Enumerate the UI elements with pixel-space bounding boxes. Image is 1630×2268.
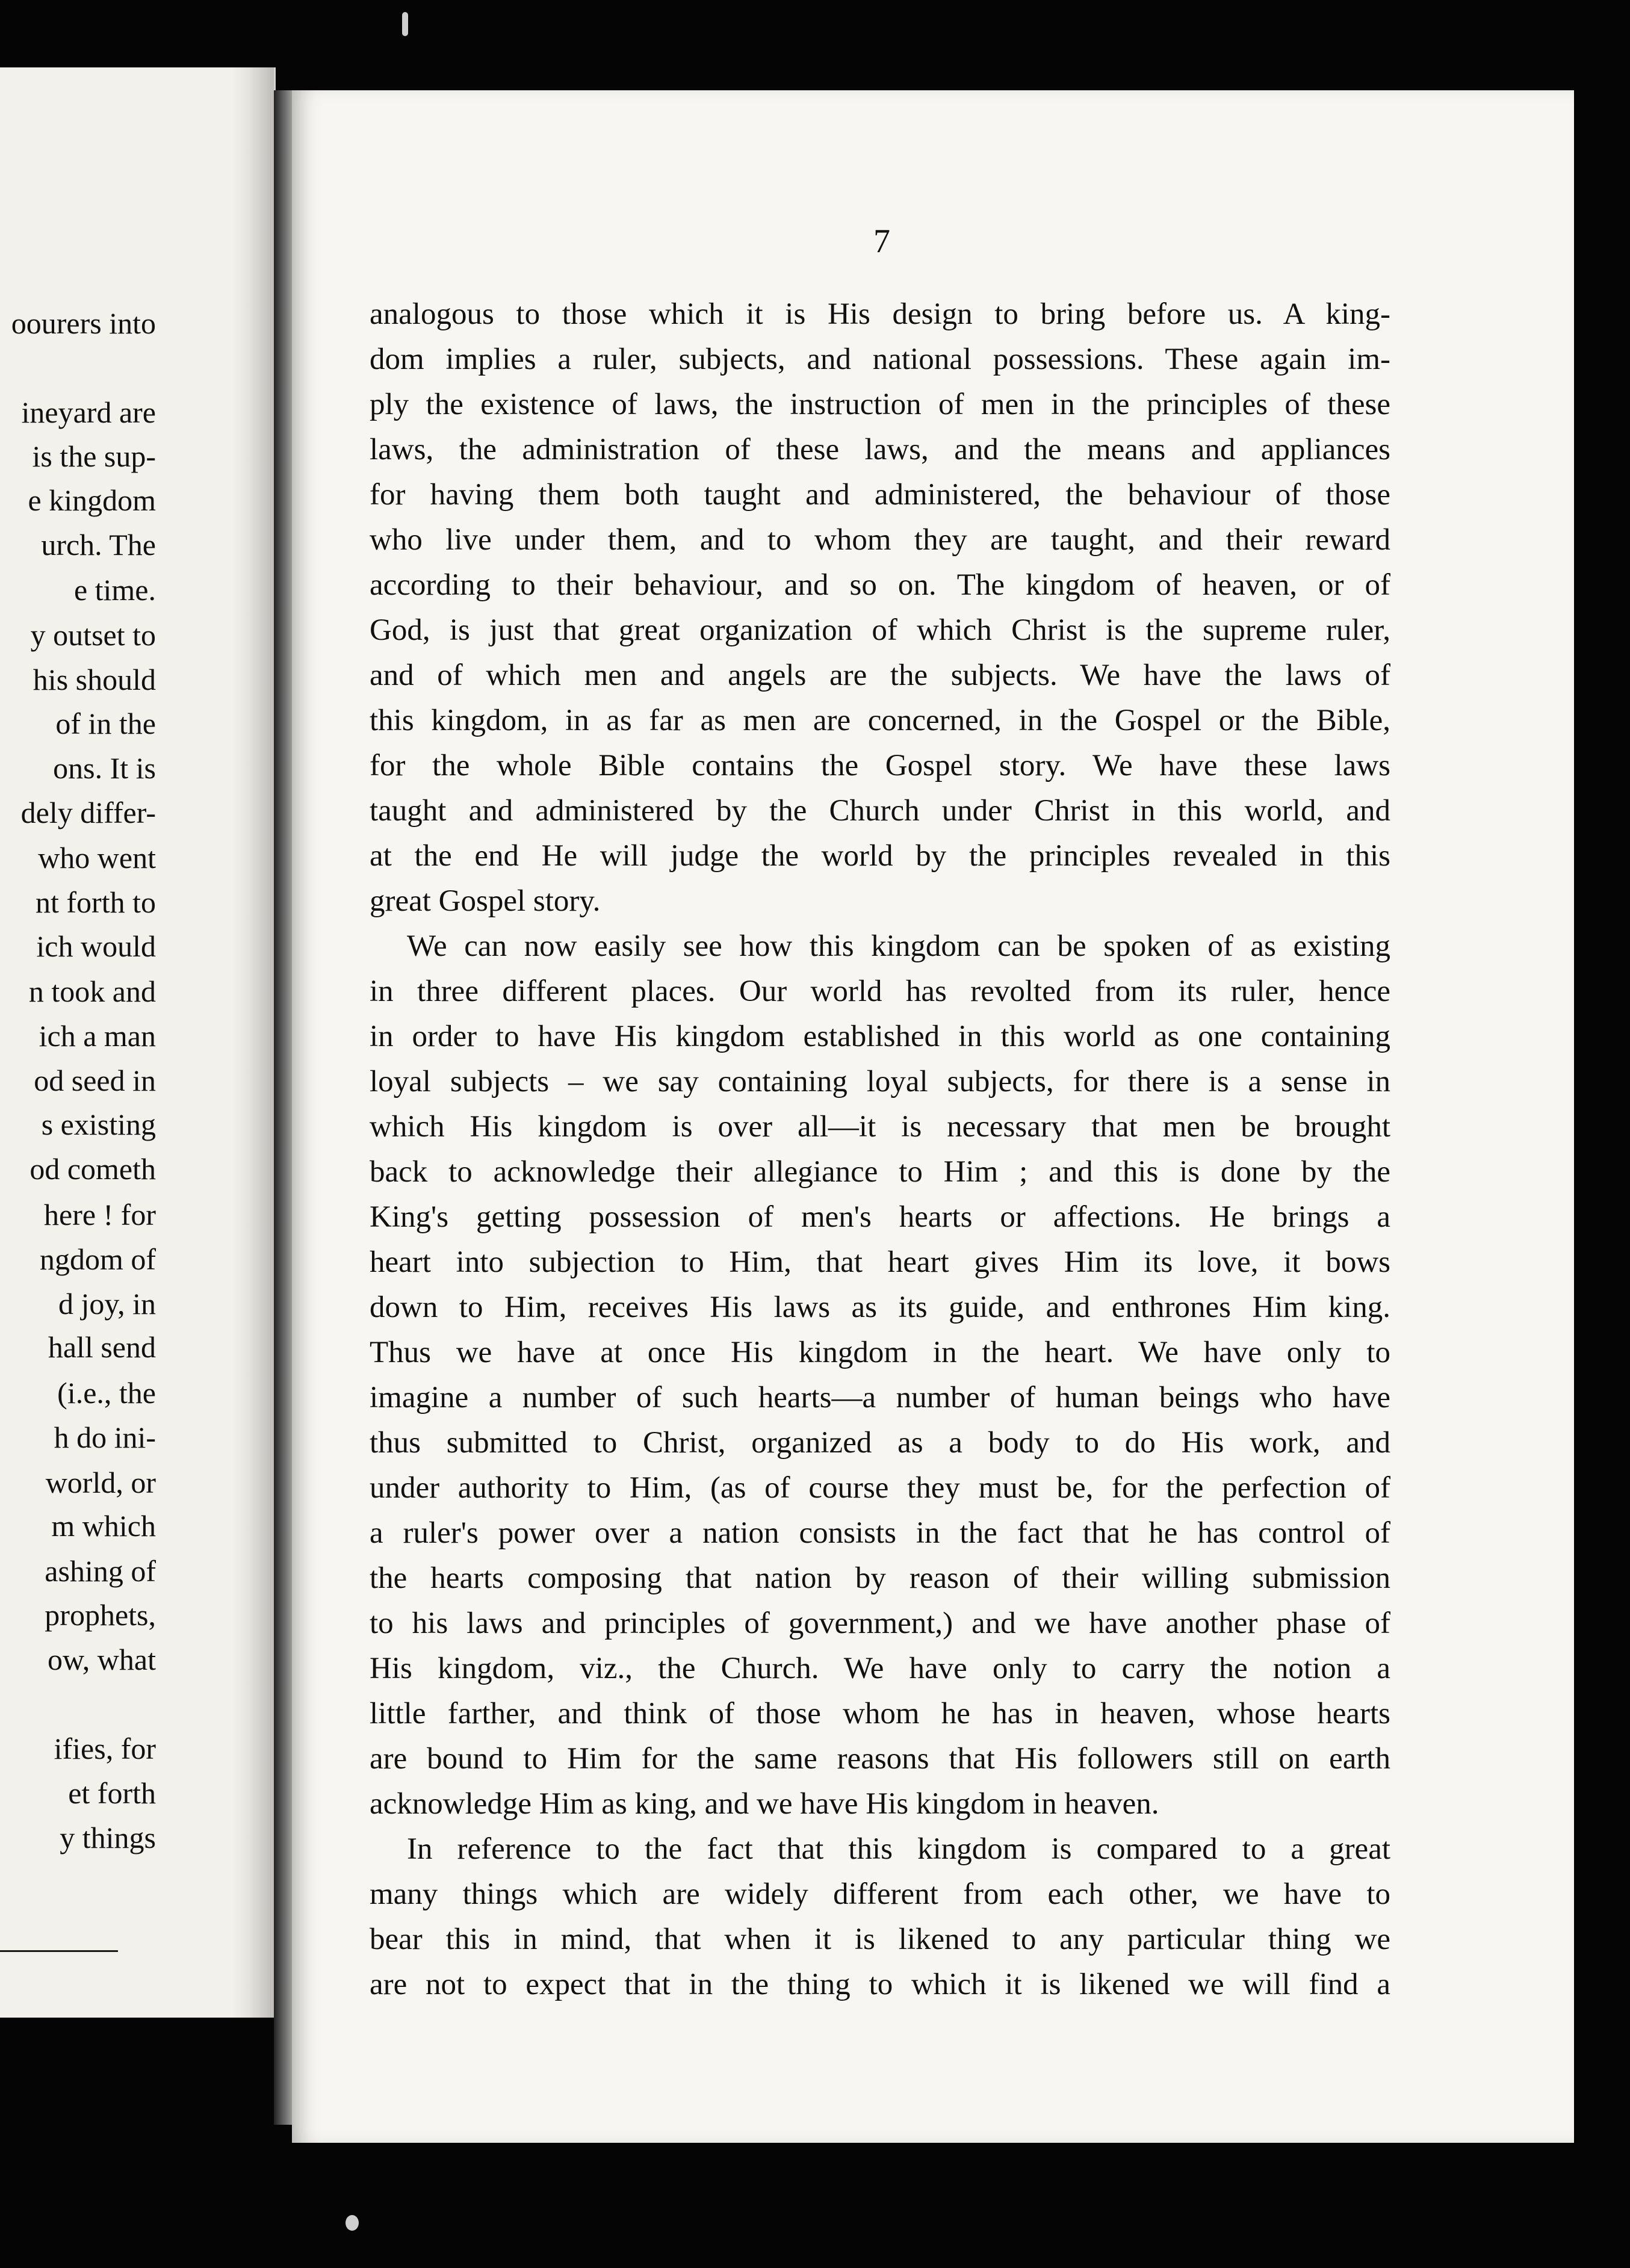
- text-line: God, is just that great organization of which Christ is the supreme ruler,: [370, 613, 1390, 647]
- page-number: 7: [873, 223, 890, 260]
- text-line: according to their behaviour, and so on. The kingdom of heaven, or of: [370, 568, 1390, 602]
- left-text-line: is the sup-: [32, 439, 156, 473]
- left-text-line: et forth: [68, 1776, 156, 1810]
- left-text-line: oourers into: [11, 306, 156, 340]
- left-text-line: (i.e., the: [57, 1376, 156, 1410]
- left-text-line: ifies, for: [54, 1732, 156, 1765]
- text-line: dom implies a ruler, subjects, and national possessions. These again im-: [370, 342, 1390, 376]
- text-line: at the end He will judge the world by the principles revealed in this: [370, 839, 1390, 873]
- text-line: in three different places. Our world has revolted from its ruler, hence: [370, 974, 1390, 1008]
- text-line: acknowledge Him as king, and we have His kingdom in heaven.: [370, 1787, 1159, 1821]
- text-line: heart into subjection to Him, that heart gives Him its love, it bows: [370, 1245, 1390, 1279]
- left-text-line: of in the: [55, 707, 156, 740]
- left-text-line: ich would: [36, 929, 156, 963]
- text-line: thus submitted to Christ, organized as a body to do His work, and: [370, 1426, 1390, 1460]
- left-text-line: ineyard are: [21, 395, 156, 429]
- text-line: for the whole Bible contains the Gospel story. We have these laws: [370, 749, 1390, 782]
- text-line: back to acknowledge their allegiance to Him ; and this is done by the: [370, 1155, 1390, 1189]
- text-line: and of which men and angels are the subjects. We have the laws of: [370, 658, 1390, 692]
- text-line: little farther, and think of those whom he has in heaven, whose hearts: [370, 1697, 1390, 1730]
- left-text-line: m which: [51, 1509, 156, 1543]
- text-line: down to Him, receives His laws as its guide, and enthrones Him king.: [370, 1290, 1390, 1324]
- text-line: laws, the administration of these laws, and the means and appliances: [370, 433, 1390, 466]
- left-text-line: ow, what: [47, 1643, 156, 1676]
- left-text-line: e time.: [73, 573, 156, 607]
- scan-speck: [402, 12, 408, 36]
- text-line: bear this in mind, that when it is likened to any particular thing we: [370, 1923, 1390, 1956]
- text-line: this kingdom, in as far as men are concerned, in the Gospel or the Bible,: [370, 704, 1390, 737]
- left-text-line: here ! for: [44, 1198, 156, 1232]
- left-text-line: nt forth to: [36, 885, 156, 919]
- left-text-line: world, or: [45, 1466, 156, 1499]
- left-text-line: h do ini-: [54, 1421, 156, 1454]
- text-line: under authority to Him, (as of course they must be, for the perfection of: [370, 1471, 1390, 1505]
- text-line: ply the existence of laws, the instruction of men in the principles of these: [370, 388, 1390, 421]
- text-line: the hearts composing that nation by reason of their willing submission: [370, 1561, 1390, 1595]
- scan-speck: [346, 2215, 359, 2231]
- text-line: many things which are widely different from each other, we have to: [370, 1877, 1390, 1911]
- left-text-line: y outset to: [30, 618, 156, 652]
- left-text-line: hall send: [48, 1330, 156, 1364]
- text-line: which His kingdom is over all—it is necessary that men be brought: [370, 1110, 1390, 1144]
- left-text-line: ashing of: [45, 1554, 156, 1588]
- left-text-line: ich a man: [39, 1019, 156, 1053]
- left-text-line: who went: [38, 841, 156, 875]
- text-line: Thus we have at once His kingdom in the heart. We have only to: [370, 1336, 1390, 1369]
- text-line: for having them both taught and administered, the behaviour of those: [370, 478, 1390, 512]
- left-text-line: ngdom of: [39, 1242, 156, 1276]
- left-text-line: d joy, in: [58, 1287, 156, 1321]
- text-line: imagine a number of such hearts—a number of human beings who have: [370, 1381, 1390, 1414]
- left-text-line: e kingdom: [28, 483, 156, 517]
- text-line: In reference to the fact that this kingdom is compared to a great: [407, 1832, 1390, 1866]
- left-text-line: od seed in: [34, 1064, 156, 1097]
- text-line: analogous to those which it is His design to bring before us. A king-: [370, 297, 1390, 331]
- left-text-line: y things: [60, 1821, 156, 1854]
- text-line: loyal subjects – we say containing loyal subjects, for there is a sense in: [370, 1065, 1390, 1098]
- left-text-line: s existing: [41, 1108, 156, 1141]
- left-text-line: dely differ-: [20, 796, 156, 829]
- left-text-line: urch. The: [41, 528, 156, 562]
- left-text-line: n took and: [28, 974, 156, 1008]
- footnote-rule: [0, 1950, 118, 1952]
- text-line: in order to have His kingdom established in this world as one containing: [370, 1020, 1390, 1053]
- text-line: King's getting possession of men's hearts or affections. He brings a: [370, 1200, 1390, 1234]
- text-line: We can now easily see how this kingdom can be spoken of as existing: [407, 929, 1390, 963]
- left-text-line: od cometh: [29, 1152, 156, 1186]
- left-page: [0, 67, 276, 2018]
- text-line: who live under them, and to whom they are taught, and their reward: [370, 523, 1390, 557]
- text-line: a ruler's power over a nation consists in the fact that he has control of: [370, 1516, 1390, 1550]
- body-text: [370, 292, 1390, 2007]
- left-text-line: prophets,: [45, 1598, 156, 1632]
- text-line: great Gospel story.: [370, 884, 601, 918]
- text-line: are bound to Him for the same reasons that His followers still on earth: [370, 1742, 1390, 1776]
- left-text-line: ons. It is: [53, 751, 156, 785]
- text-line: His kingdom, viz., the Church. We have only to carry the notion a: [370, 1652, 1390, 1685]
- left-text-line: his should: [33, 663, 156, 696]
- text-line: to his laws and principles of government,) and we have another phase of: [370, 1606, 1390, 1640]
- text-line: are not to expect that in the thing to which it is likened we will find a: [370, 1968, 1390, 2001]
- text-line: taught and administered by the Church under Christ in this world, and: [370, 794, 1390, 828]
- page-fold-shadow: [232, 67, 274, 2018]
